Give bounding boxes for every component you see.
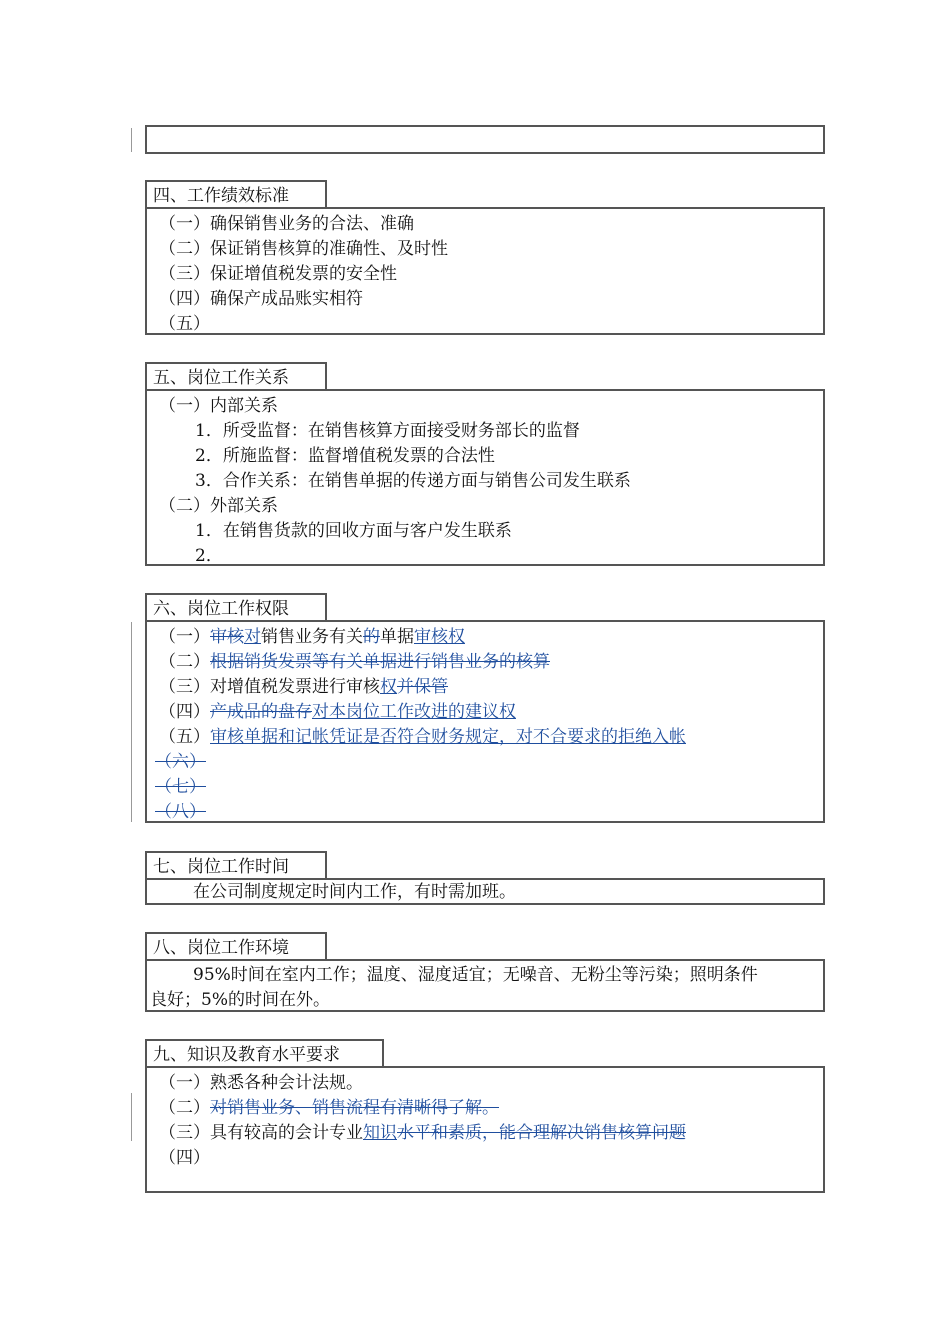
s6-l1-text-a: 销售业务有关 xyxy=(261,627,363,647)
s6-l3-ins: 权 xyxy=(380,677,397,697)
s9-l3-del: 水平和素质，能合理解决销售核算问题 xyxy=(397,1123,686,1143)
s5-line-7: 2． xyxy=(195,546,223,566)
section-3-box xyxy=(145,125,825,154)
s5-line-6: 1．在销售货款的回收方面与客户发生联系 xyxy=(195,521,512,541)
section-8-title: 八、岗位工作环境 xyxy=(145,932,327,960)
s6-l1-ins-a: 对 xyxy=(244,627,261,647)
s6-line-8: （八） xyxy=(155,802,206,822)
s6-l2-prefix: （二） xyxy=(159,652,210,672)
s6-line-1 xyxy=(159,625,465,650)
s4-line-4: （四）确保产成品账实相符 xyxy=(159,289,363,309)
s9-line-3 xyxy=(159,1121,686,1146)
s6-l1-prefix: （一） xyxy=(159,627,210,647)
s4-line-3: （三）保证增值税发票的安全性 xyxy=(159,264,397,284)
s5-line-4: 3．合作关系：在销售单据的传递方面与销售公司发生联系 xyxy=(195,471,631,491)
s9-l2-del: 对销售业务、销售流程有清晰得了解。 xyxy=(210,1098,499,1118)
s6-line-4 xyxy=(159,700,516,725)
revision-bar xyxy=(131,622,132,822)
s6-l1-del-a: 审核 xyxy=(210,627,244,647)
s6-l5-ins: 审核单据和记帐凭证是否符合财务规定，对不合要求的拒绝入帐 xyxy=(210,727,686,747)
section-7-box xyxy=(145,878,825,905)
section-4-box xyxy=(145,207,825,335)
section-8-box xyxy=(145,959,825,1012)
s9-l2-prefix: （二） xyxy=(159,1098,210,1118)
section-4-title: 四、工作绩效标准 xyxy=(145,180,327,208)
s6-line-6: （六） xyxy=(155,752,206,772)
s4-line-5: （五） xyxy=(159,314,210,334)
section-6-title: 六、岗位工作权限 xyxy=(145,593,327,621)
s6-l2-del: 根据销货发票等有关单据进行销售业务的核算 xyxy=(210,652,550,672)
s6-l4-prefix: （四） xyxy=(159,702,210,722)
s8-line-1: 95%时间在室内工作；温度、湿度适宜；无噪音、无粉尘等污染；照明条件 xyxy=(193,965,758,985)
s6-l3-del: 并保管 xyxy=(397,677,448,697)
s9-line-2 xyxy=(159,1096,499,1121)
s9-l3-text: （三）具有较高的会计专业 xyxy=(159,1123,363,1143)
s4-line-1: （一）确保销售业务的合法、准确 xyxy=(159,214,414,234)
s5-line-2: 1．所受监督：在销售核算方面接受财务部长的监督 xyxy=(195,421,580,441)
s6-line-5 xyxy=(159,725,686,750)
section-6-box xyxy=(145,620,825,823)
s6-l1-del-b: 的 xyxy=(363,627,380,647)
s7-text: 在公司制度规定时间内工作，有时需加班。 xyxy=(193,882,516,902)
s6-line-2 xyxy=(159,650,550,675)
s4-line-2: （二）保证销售核算的准确性、及时性 xyxy=(159,239,448,259)
section-5-box xyxy=(145,389,825,566)
s6-l3-text: （三）对增值税发票进行审核 xyxy=(159,677,380,697)
s6-l1-text-b: 单据 xyxy=(380,627,414,647)
s6-line-7: （七） xyxy=(155,777,206,797)
s9-line-4: （四） xyxy=(159,1148,210,1168)
section-9-title: 九、知识及教育水平要求 xyxy=(145,1039,384,1067)
s6-l4-ins: 对本岗位工作改进的建议权 xyxy=(312,702,516,722)
s5-line-1: （一）内部关系 xyxy=(159,396,278,416)
section-7-title: 七、岗位工作时间 xyxy=(145,851,327,879)
s9-line-1: （一）熟悉各种会计法规。 xyxy=(159,1073,363,1093)
section-5-title: 五、岗位工作关系 xyxy=(145,362,327,390)
revision-bar xyxy=(131,1093,132,1141)
section-9-box xyxy=(145,1066,825,1193)
s5-line-3: 2．所施监督：监督增值税发票的合法性 xyxy=(195,446,495,466)
s6-line-3 xyxy=(159,675,448,700)
s6-l1-ins-b: 审核权 xyxy=(414,627,465,647)
s6-l4-del: 产成品的盘存 xyxy=(210,702,312,722)
s5-line-5: （二）外部关系 xyxy=(159,496,278,516)
revision-bar xyxy=(131,128,132,152)
s9-l3-ins: 知识 xyxy=(363,1123,397,1143)
s6-l5-prefix: （五） xyxy=(159,727,210,747)
s8-line-2: 良好；5%的时间在外。 xyxy=(150,990,330,1010)
